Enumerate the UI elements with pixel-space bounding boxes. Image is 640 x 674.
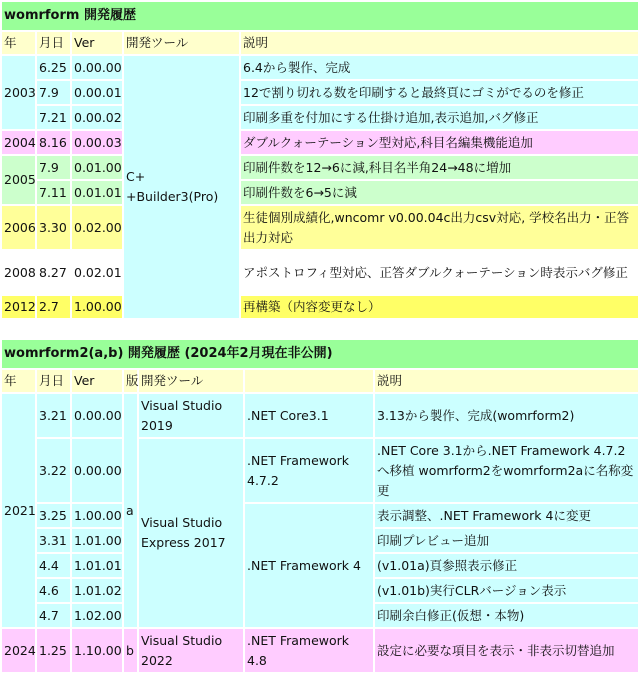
year-cell: 2012 bbox=[2, 296, 35, 318]
desc-cell: 印刷余白修正(仮想・本物) bbox=[375, 604, 638, 627]
header-ver: Ver bbox=[72, 370, 122, 392]
header-ver: Ver bbox=[72, 32, 122, 54]
ver-cell: 0.01.01 bbox=[72, 181, 122, 204]
runtime-cell: .NET Framework 4.7.2 bbox=[245, 439, 373, 502]
ver-cell: 1.01.01 bbox=[72, 554, 122, 577]
desc-cell: 再構築（内容変更なし） bbox=[241, 296, 638, 318]
header-row bbox=[2, 370, 638, 392]
header-tool: 開発ツール bbox=[139, 370, 243, 392]
edition-cell: b bbox=[124, 629, 137, 672]
year-cell: 2006 bbox=[2, 206, 35, 249]
desc-cell: .NET Core 3.1から.NET Framework 4.7.2へ移植 womrform2をwomrform2aに名称変更 bbox=[375, 439, 638, 502]
desc-cell: 印刷多重を付加にする仕掛け追加,表示追加,バグ修正 bbox=[241, 106, 638, 129]
table-row bbox=[2, 394, 638, 437]
date-cell: 7.9 bbox=[37, 156, 70, 179]
date-cell: 3.31 bbox=[37, 529, 70, 552]
tool-cell: Visual Studio Express 2017 bbox=[139, 439, 243, 627]
ver-cell: 1.02.00 bbox=[72, 604, 122, 627]
table-title: womrform2(a,b) 開発履歴 (2024年2月現在非公開) bbox=[2, 340, 638, 368]
year-cell: 2004 bbox=[2, 131, 35, 154]
table-row bbox=[2, 296, 638, 318]
desc-cell: アポストロフィ型対応、正答ダブルクォーテーション時表示バグ修正 bbox=[241, 251, 638, 294]
desc-cell: ダブルクォーテーション型対応,科目名編集機能追加 bbox=[241, 131, 638, 154]
date-cell: 7.11 bbox=[37, 181, 70, 204]
desc-cell: 3.13から製作、完成(womrform2) bbox=[375, 394, 638, 437]
ver-cell: 0.00.00 bbox=[72, 439, 122, 502]
ver-cell: 0.00.01 bbox=[72, 81, 122, 104]
table-row bbox=[2, 504, 638, 527]
date-cell: 2.7 bbox=[37, 296, 70, 318]
date-cell: 3.30 bbox=[37, 206, 70, 249]
year-cell: 2024 bbox=[2, 629, 35, 672]
table-row bbox=[2, 81, 638, 104]
desc-cell: 表示調整、.NET Framework 4に変更 bbox=[375, 504, 638, 527]
date-cell: 8.27 bbox=[37, 251, 70, 294]
year-cell: 2021 bbox=[2, 394, 35, 627]
table-row bbox=[2, 181, 638, 204]
desc-cell: 設定に必要な項目を表示・非表示切替追加 bbox=[375, 629, 638, 672]
header-date: 月日 bbox=[37, 370, 70, 392]
table-row bbox=[2, 439, 638, 502]
date-cell: 3.25 bbox=[37, 504, 70, 527]
ver-cell: 0.02.00 bbox=[72, 206, 122, 249]
desc-cell: 印刷件数を12→6に減,科目名半角24→48に増加 bbox=[241, 156, 638, 179]
table-row bbox=[2, 206, 638, 249]
ver-cell: 1.00.00 bbox=[72, 504, 122, 527]
table-row bbox=[2, 629, 638, 672]
ver-cell: 0.01.00 bbox=[72, 156, 122, 179]
date-cell: 7.9 bbox=[37, 81, 70, 104]
header-runtime bbox=[245, 370, 373, 392]
runtime-cell: .NET Core3.1 bbox=[245, 394, 373, 437]
date-cell: 4.4 bbox=[37, 554, 70, 577]
header-row bbox=[2, 32, 638, 54]
date-cell: 4.6 bbox=[37, 579, 70, 602]
header-year: 年 bbox=[2, 370, 35, 392]
table-row bbox=[2, 156, 638, 179]
header-year: 年 bbox=[2, 32, 35, 54]
womrform2-history-table bbox=[0, 338, 640, 674]
table-row bbox=[2, 251, 638, 294]
ver-cell: 1.10.00 bbox=[72, 629, 122, 672]
header-desc: 説明 bbox=[375, 370, 638, 392]
year-cell: 2003 bbox=[2, 56, 35, 129]
ver-cell: 1.01.02 bbox=[72, 579, 122, 602]
desc-cell: 印刷件数を6→5に減 bbox=[241, 181, 638, 204]
desc-cell: 12で割り切れる数を印刷すると最終頁にゴミがでるのを修正 bbox=[241, 81, 638, 104]
tool-cell: C+ +Builder3(Pro) bbox=[124, 56, 239, 318]
year-cell: 2005 bbox=[2, 156, 35, 204]
table-row bbox=[2, 131, 638, 154]
ver-cell: 1.01.00 bbox=[72, 529, 122, 552]
tool-cell: Visual Studio 2022 bbox=[139, 629, 243, 672]
header-desc: 説明 bbox=[241, 32, 638, 54]
ver-cell: 0.02.01 bbox=[72, 251, 122, 294]
desc-cell: 印刷プレビュー追加 bbox=[375, 529, 638, 552]
year-cell: 2008 bbox=[2, 251, 35, 294]
runtime-cell: .NET Framework 4.8 bbox=[245, 629, 373, 672]
date-cell: 6.25 bbox=[37, 56, 70, 79]
date-cell: 3.21 bbox=[37, 394, 70, 437]
header-edition: 版 bbox=[124, 370, 137, 392]
edition-cell: a bbox=[124, 394, 137, 627]
table-row bbox=[2, 106, 638, 129]
date-cell: 8.16 bbox=[37, 131, 70, 154]
ver-cell: 0.00.00 bbox=[72, 394, 122, 437]
ver-cell: 0.00.02 bbox=[72, 106, 122, 129]
ver-cell: 1.00.00 bbox=[72, 296, 122, 318]
tool-cell: Visual Studio 2019 bbox=[139, 394, 243, 437]
header-date: 月日 bbox=[37, 32, 70, 54]
womrform-history-table bbox=[0, 0, 640, 320]
ver-cell: 0.00.03 bbox=[72, 131, 122, 154]
table-row bbox=[2, 56, 638, 79]
desc-cell: 6.4から製作、完成 bbox=[241, 56, 638, 79]
date-cell: 1.25 bbox=[37, 629, 70, 672]
runtime-cell: .NET Framework 4 bbox=[245, 504, 373, 627]
date-cell: 3.22 bbox=[37, 439, 70, 502]
table-title: womrform 開発履歴 bbox=[2, 2, 638, 30]
date-cell: 4.7 bbox=[37, 604, 70, 627]
ver-cell: 0.00.00 bbox=[72, 56, 122, 79]
desc-cell: (v1.01b)実行CLRバージョン表示 bbox=[375, 579, 638, 602]
desc-cell: (v1.01a)頁参照表示修正 bbox=[375, 554, 638, 577]
header-tool: 開発ツール bbox=[124, 32, 239, 54]
desc-cell: 生徒個別成績化,wncomr v0.00.04c出力csv対応, 学校名出力・正答出力対応 bbox=[241, 206, 638, 249]
date-cell: 7.21 bbox=[37, 106, 70, 129]
